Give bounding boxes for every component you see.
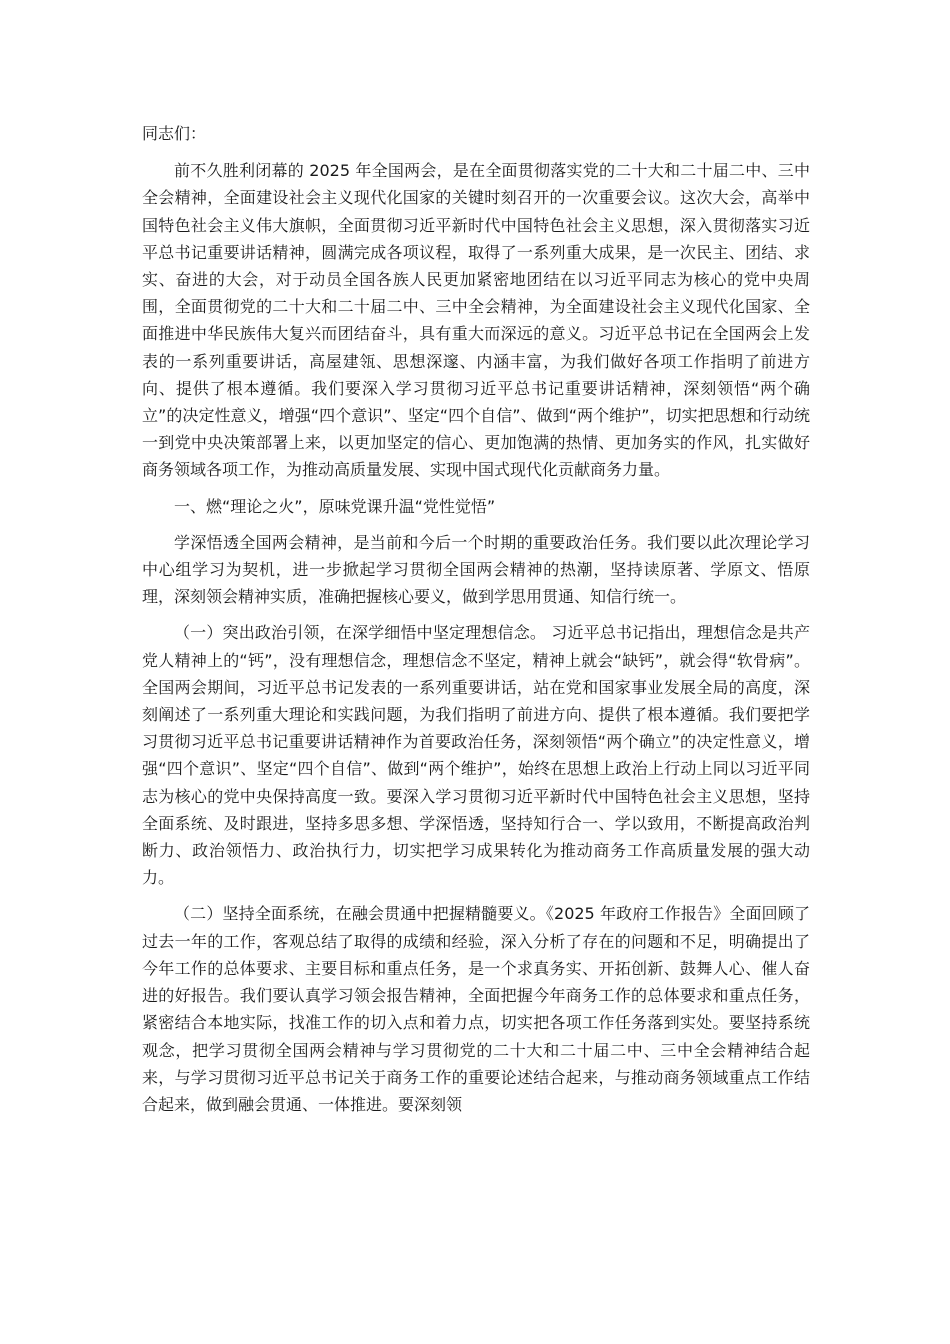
subsection-1-title: （一）突出政治引领，在深学细悟中坚定理想信念。 [174,623,547,643]
section-1-paragraph: 学深悟透全国两会精神，是当前和今后一个时期的重要政治任务。我们要以此次理论学习中心组学习为契机，进一步掀起学习贯彻全国两会精神的热潮，坚持读原著、学原文、悟原理，深刻领会精神实质，准确把握核心要义，做到学思用贯通、知信行统一。 [142,532,810,607]
subsection-2-title: （二）坚持全面系统，在融会贯通中把握精髓要义。 [174,904,546,924]
subsection-1-paragraph [142,619,810,891]
salutation: 同志们： [142,124,207,143]
document-body [142,120,810,1118]
subsection-1-body: 习近平总书记指出，理想信念是共产党人精神上的“钙”，没有理想信念，理想信念不坚定，精神上就会“缺钙”，就会得“软骨病”。全国两会期间，习近平总书记发表的一系列重要讲话，站在党和国家事业发展全局的高度，深刻阐述了一系列重大理论和实践问题，为我们指明了前进方向、提供了根本遵循。我们要把学习贯彻习近平总书记重要讲话精神作为首要政治任务，深刻领悟“两个确立”的决定性意义，增强“四个意识”、坚定“四个自信”、做到“两个维护”，始终在思想上政治上行动上同以习近平同志为核心的党中央保持高度一致。要深入学习贯彻习近平新时代中国特色社会主义思想，坚持全面系统、及时跟进，坚持多思多想、学深悟透，坚持知行合一、学以致用，不断提高政治判断力、政治领悟力、政治执行力，切实把学习成果转化为推动商务工作高质量发展的强大动力。 [142,623,810,888]
subsection-2-body: 《2025 年政府工作报告》全面回顾了过去一年的工作，客观总结了取得的成绩和经验，深入分析了存在的问题和不足，明确提出了今年工作的总体要求、主要目标和重点任务，是一个求真务实、开拓创新、鼓舞人心、催人奋进的好报告。我们要认真学习领会报告精神，全面把握今年商务工作的总体要求和重点任务，紧密结合本地实际，找准工作的切入点和着力点，切实把各项工作任务落到实处。要坚持系统观念，把学习贯彻全国两会精神与学习贯彻党的二十大和二十届二中、三中全会精神结合起来，与学习贯彻习近平总书记关于商务工作的重要论述结合起来，与推动商务领域重点工作结合起来，做到融会贯通、一体推进。要深刻领 [142,904,810,1114]
subsection-2-paragraph [142,900,810,1118]
section-1-heading: 一、燃“理论之火”，原味党课升温“党性觉悟” [174,496,496,516]
intro-paragraph: 前不久胜利闭幕的 2025 年全国两会，是在全面贯彻落实党的二十大和二十届二中、三中全会精神，全面建设社会主义现代化国家的关键时刻召开的一次重要会议。这次大会，高举中国特色社会主义伟大旗帜，全面贯彻习近平新时代中国特色社会主义思想，深入贯彻落实习近平总书记重要讲话精神，圆满完成各项议程，取得了一系列重大成果，是一次民主、团结、求实、奋进的大会，对于动员全国各族人民更加紧密地团结在以习近平同志为核心的党中央周围，全面贯彻党的二十大和二十届二中、三中全会精神，为全面建设社会主义现代化国家、全面推进中华民族伟大复兴而团结奋斗，具有重大而深远的意义。习近平总书记在全国两会上发表的一系列重要讲话，高屋建瓴、思想深邃、内涵丰富，为我们做好各项工作指明了前进方向、提供了根本遵循。我们要深入学习贯彻习近平总书记重要讲话精神，深刻领悟“两个确立”的决定性意义，增强“四个意识”、坚定“四个自信”、做到“两个维护”，切实把思想和行动统一到党中央决策部署上来，以更加坚定的信心、更加饱满的热情、更加务实的作风，扎实做好商务领域各项工作，为推动高质量发展、实现中国式现代化贡献商务力量。 [142,161,810,480]
